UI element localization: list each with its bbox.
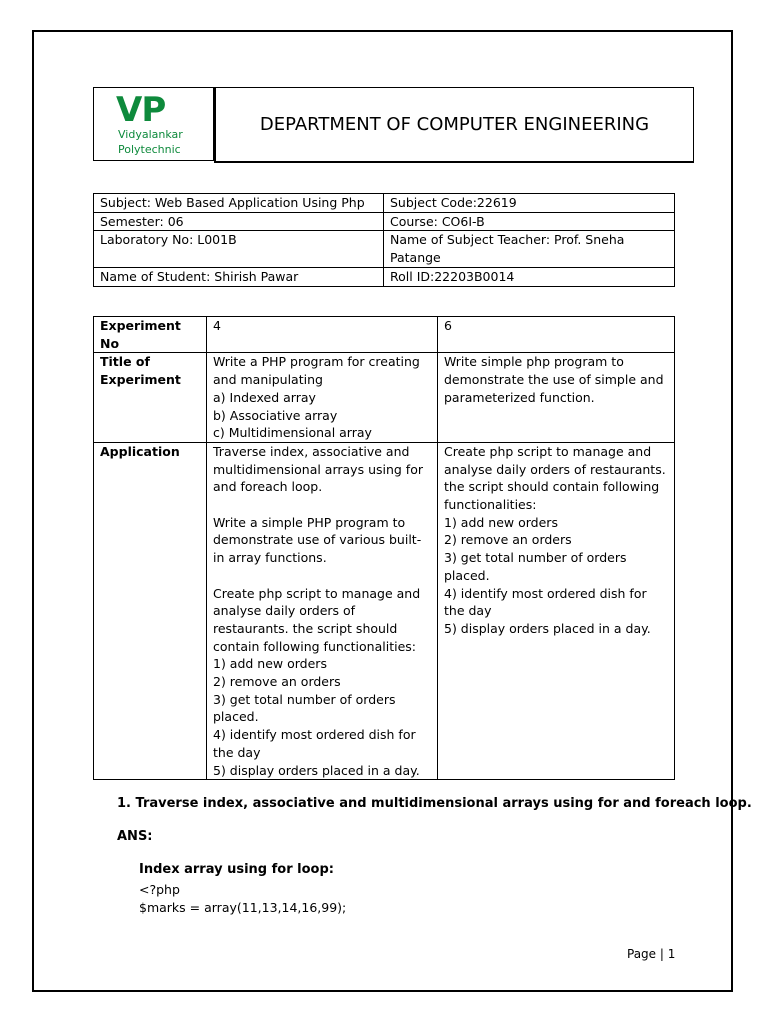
list-item: 5) display orders placed in a day. xyxy=(213,762,420,778)
course-cell: Course: CO6I-B xyxy=(384,212,675,231)
experiment-no-label: Experiment No xyxy=(94,317,207,353)
subject-code-cell: Subject Code:22619 xyxy=(384,194,675,213)
title-label: Title of Experiment xyxy=(94,353,207,443)
table-row xyxy=(94,267,675,286)
application-paragraph: Create php script to manage and analyse daily orders of restaurants. the script should contain following functionalities: xyxy=(444,443,666,513)
list-item: 2) remove an orders xyxy=(444,532,572,548)
application-paragraph: Write a simple PHP program to demonstrate use of various built-in array functions. xyxy=(213,514,422,566)
table-row xyxy=(94,317,675,353)
logo-name-line2: Polytechnic xyxy=(118,143,181,156)
department-title-box xyxy=(214,87,694,163)
list-item: 1) add new orders xyxy=(213,656,327,672)
page-number: Page | 1 xyxy=(627,947,676,961)
table-row xyxy=(94,353,675,443)
document-header xyxy=(93,87,694,163)
title-line: c) Multidimensional array xyxy=(213,425,372,441)
laboratory-cell: Laboratory No: L001B xyxy=(94,231,384,267)
logo-initials: VP xyxy=(116,90,166,130)
experiment-b-no: 6 xyxy=(438,317,675,353)
experiment-table xyxy=(93,316,675,780)
experiment-b-title: Write simple php program to demonstrate the use of simple and parameterized function. xyxy=(438,353,675,443)
question-heading: 1. Traverse index, associative and multidimensional arrays using for and foreach loop. xyxy=(117,796,752,811)
application-paragraph: Create php script to manage and analyse daily orders of restaurants. the script should contain following functionalities: xyxy=(213,585,421,654)
subject-cell: Subject: Web Based Application Using Php xyxy=(94,194,384,213)
student-name-cell: Name of Student: Shirish Pawar xyxy=(94,267,384,286)
application-label: Application xyxy=(94,442,207,779)
code-line: $marks = array(11,13,14,16,99); xyxy=(139,900,347,915)
list-item: 4) identify most ordered dish for the day xyxy=(444,585,647,619)
application-paragraph: Traverse index, associative and multidimensional arrays using for and foreach loop. xyxy=(213,443,423,495)
list-item: 4) identify most ordered dish for the day xyxy=(213,727,416,760)
experiment-a-application xyxy=(207,442,438,779)
list-item: 2) remove an orders xyxy=(213,674,341,690)
section-subheading: Index array using for loop: xyxy=(139,862,334,877)
table-row xyxy=(94,442,675,779)
table-row xyxy=(94,194,675,213)
answer-label: ANS: xyxy=(117,829,153,844)
list-item: 3) get total number of orders placed. xyxy=(444,550,627,583)
institute-logo xyxy=(93,87,214,161)
student-info-table xyxy=(93,193,675,287)
semester-cell: Semester: 06 xyxy=(94,212,384,231)
paragraph-gap xyxy=(213,496,431,514)
list-item: 1) add new orders xyxy=(444,514,558,530)
title-line: a) Indexed array xyxy=(213,389,316,405)
paragraph-gap xyxy=(213,567,431,585)
teacher-cell: Name of Subject Teacher: Prof. Sneha Patange xyxy=(384,231,675,267)
logo-name-line1: Vidyalankar xyxy=(118,128,183,141)
experiment-a-no: 4 xyxy=(207,317,438,353)
list-item: 3) get total number of orders placed. xyxy=(213,691,396,725)
code-line: <?php xyxy=(139,882,180,897)
experiment-a-title xyxy=(207,353,438,443)
table-row xyxy=(94,212,675,231)
table-row xyxy=(94,231,675,267)
title-line: Write a PHP program for creating and manipulating xyxy=(213,354,420,388)
experiment-b-application xyxy=(438,442,675,779)
title-line: b) Associative array xyxy=(213,407,338,423)
list-item: 5) display orders placed in a day. xyxy=(444,620,651,636)
roll-id-cell: Roll ID:22203B0014 xyxy=(384,267,675,286)
department-title: DEPARTMENT OF COMPUTER ENGINEERING xyxy=(259,114,650,135)
